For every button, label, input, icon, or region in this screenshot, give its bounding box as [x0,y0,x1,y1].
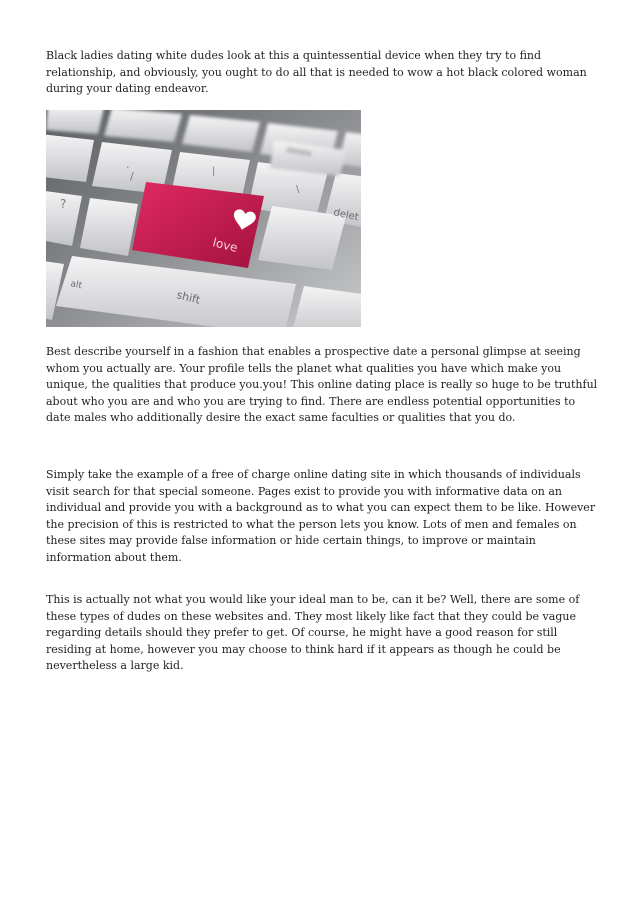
delete-top-label: delete [285,145,313,159]
pipe-key-label: | [212,166,216,177]
paragraph-profile: Best describe yourself in a fashion that enables a prospective date a personal glimpse at seeing whom you actually are. Your profile tells the planet what qualities you have which make you unique, the qualities that produce you.you! This online dating place is really so huge to be truthful about who you are and who you are trying to find. There are endless potential opportunities to date males who additionally desire the exact same faculties or qualities that you do. [46,345,598,424]
backslash-key-label: \ [296,184,300,195]
paragraph-free-site: Simply take the example of a free of charge online dating site in which thousands of individuals visit search for that special someone. Pages exist to provide you with informative data on an individual and provide you with a background as to what you can expect them to be like. However the precision of this is restricted to what the person lets you know. Lots of men and females on these sites may provide false information or hide certain things, to improve or maintain information about them. [46,468,596,564]
slash-key-label: / [130,170,134,183]
key-question [46,134,94,182]
alt-key-label: alt [69,279,83,292]
love-key-label: love [211,235,240,256]
paragraph-ideal-man: This is actually not what you would like your ideal man to be, can it be? Well, there are some of these types of dudes on these websites and. They most likely like fact that they could be vague regarding details should they prefer to get. Of course, he might have a good reason for still residing at home, however you may choose to think hard if it appears as though he could be nevertheless a large kid. [46,593,580,672]
shift-key-label: shift [175,288,202,307]
keyboard-love-key-photo [46,110,361,327]
delete-side-label: delet [332,207,360,224]
paragraph-intro: Black ladies dating white dudes look at this a quintessential device when they try to find relationship, and obviously, you ought to do all that is needed to wow a hot black colored woman during your dating endeavor. [46,49,587,95]
dot-key-label: . [126,158,130,171]
question-key-label: ? [60,197,67,211]
